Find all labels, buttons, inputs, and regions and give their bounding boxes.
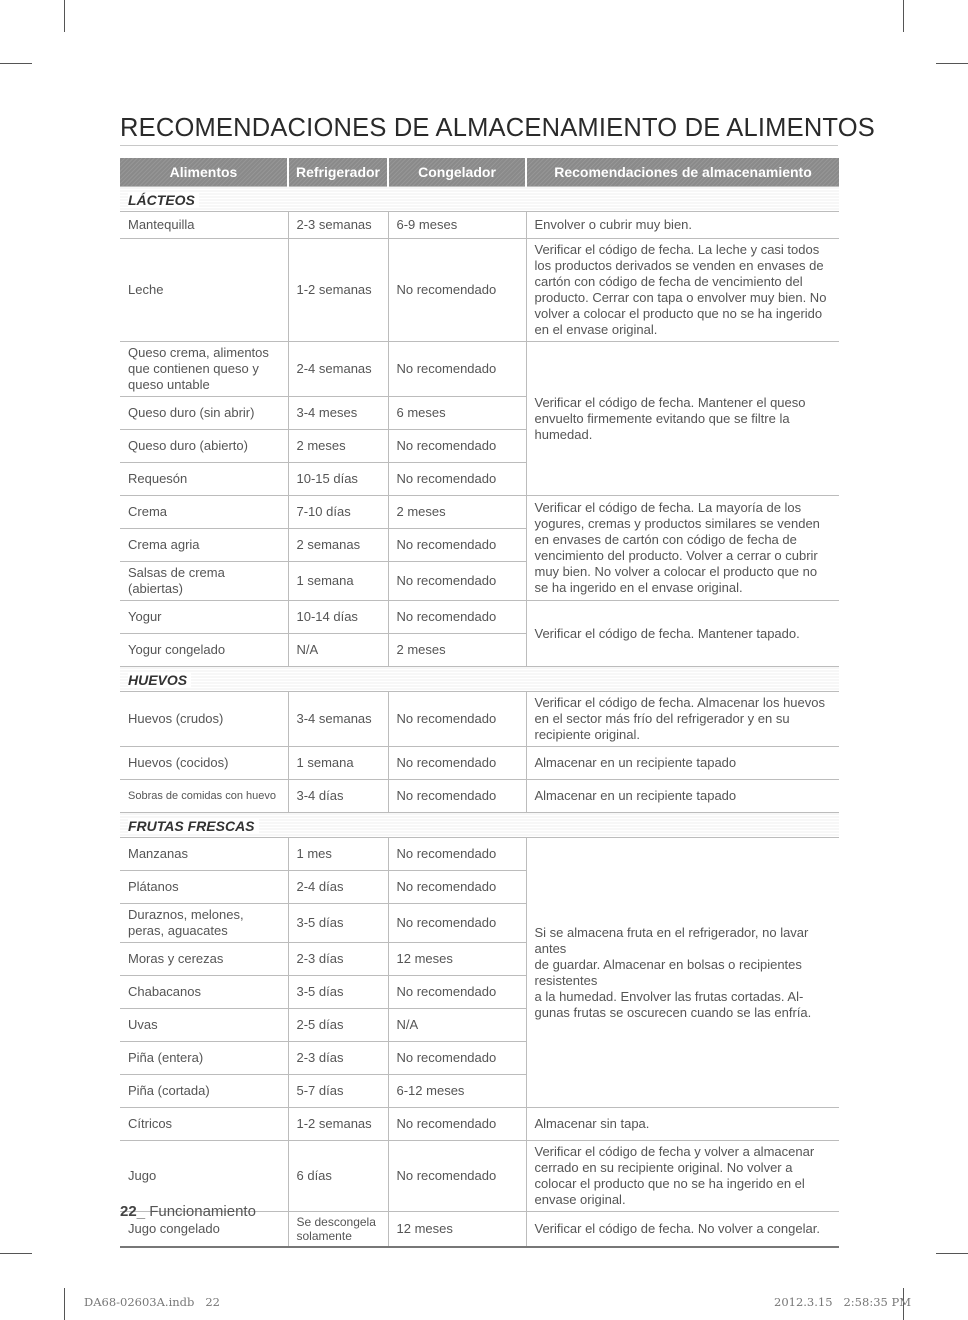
food-name: Jugo xyxy=(120,1141,288,1212)
freezer-time: 6-9 meses xyxy=(388,212,526,239)
freezer-time: N/A xyxy=(388,1009,526,1042)
food-name: Leche xyxy=(120,239,288,342)
storage-note: Verificar el código de fecha. Mantener el queso envuelto firmemente evitando que se filtre la humedad. xyxy=(526,342,839,496)
freezer-time: 6-12 meses xyxy=(388,1075,526,1108)
fridge-time: 1 semana xyxy=(288,562,388,601)
crop-mark xyxy=(0,63,32,64)
storage-table xyxy=(120,158,839,1248)
fridge-time: 3-4 semanas xyxy=(288,692,388,747)
freezer-time: No recomendado xyxy=(388,430,526,463)
fridge-time: 3-5 días xyxy=(288,976,388,1009)
crop-mark xyxy=(0,1253,32,1254)
food-name: Plátanos xyxy=(120,871,288,904)
food-name: Manzanas xyxy=(120,838,288,871)
header-food: Alimentos xyxy=(120,158,288,187)
food-name: Piña (entera) xyxy=(120,1042,288,1075)
food-name: Duraznos, melones, peras, aguacates xyxy=(120,904,288,943)
freezer-time: No recomendado xyxy=(388,463,526,496)
fridge-time: 2-3 semanas xyxy=(288,212,388,239)
food-name: Queso duro (abierto) xyxy=(120,430,288,463)
crop-mark xyxy=(64,1288,65,1320)
fridge-time: N/A xyxy=(288,634,388,667)
fridge-time: 1 semana xyxy=(288,747,388,780)
fridge-time: 1-2 semanas xyxy=(288,239,388,342)
table-row xyxy=(120,838,839,871)
table-row xyxy=(120,692,839,747)
fridge-time: 3-4 días xyxy=(288,780,388,813)
storage-note: Verificar el código de fecha. Mantener tapado. xyxy=(526,601,839,667)
food-name: Chabacanos xyxy=(120,976,288,1009)
freezer-time: No recomendado xyxy=(388,342,526,397)
freezer-time: No recomendado xyxy=(388,1108,526,1141)
freezer-time: No recomendado xyxy=(388,1141,526,1212)
category-row xyxy=(120,813,839,838)
storage-note: Verificar el código de fecha. La leche y casi todos los productos derivados se venden en envases de cartón con código de fecha de vencimiento del producto. Cerrar con tapa o envolver muy bien. No volver a colocar el producto que no se ha ingerido en el envase original. xyxy=(526,239,839,342)
fridge-time: 2-4 semanas xyxy=(288,342,388,397)
footer-separator: _ xyxy=(136,1203,146,1220)
fridge-time: 10-14 días xyxy=(288,601,388,634)
table-row xyxy=(120,1141,839,1212)
fridge-time: 10-15 días xyxy=(288,463,388,496)
header-recommendations: Recomendaciones de almacenamiento xyxy=(526,158,839,187)
storage-note: Verificar el código de fecha y volver a almacenar cerrado en su recipiente original. No volver a colocar el producto que no se ha ingerido en el envase original. xyxy=(526,1141,839,1212)
freezer-time: 12 meses xyxy=(388,1212,526,1248)
fridge-time: 2-5 días xyxy=(288,1009,388,1042)
storage-note: Almacenar sin tapa. xyxy=(526,1108,839,1141)
fridge-time: 3-5 días xyxy=(288,904,388,943)
fridge-time: 2 meses xyxy=(288,430,388,463)
page-title: RECOMENDACIONES DE ALMACENAMIENTO DE ALIMENTOS xyxy=(120,114,875,142)
fridge-time: 5-7 días xyxy=(288,1075,388,1108)
table-row xyxy=(120,747,839,780)
food-name: Huevos (cocidos) xyxy=(120,747,288,780)
table-row xyxy=(120,239,839,342)
header-refrigerator: Refrigerador xyxy=(288,158,388,187)
food-name: Piña (cortada) xyxy=(120,1075,288,1108)
freezer-time: No recomendado xyxy=(388,692,526,747)
storage-note: Si se almacena fruta en el refrigerador, no lavar antes de guardar. Almacenar en bolsas o recipientes resistentes a la humedad. Envolver las frutas cortadas. Al-gunas frutas se oscurecen cuando se las enfría. xyxy=(526,838,839,1108)
food-name: Huevos (crudos) xyxy=(120,692,288,747)
title-rule xyxy=(120,145,838,146)
food-name: Yogur congelado xyxy=(120,634,288,667)
crop-mark xyxy=(903,0,904,32)
table-row xyxy=(120,212,839,239)
fridge-time: 2-4 días xyxy=(288,871,388,904)
fridge-time: 6 días xyxy=(288,1141,388,1212)
freezer-time: 2 meses xyxy=(388,496,526,529)
fridge-time: 3-4 meses xyxy=(288,397,388,430)
crop-mark xyxy=(936,1253,968,1254)
category-row xyxy=(120,187,839,212)
freezer-time: 2 meses xyxy=(388,634,526,667)
freezer-time: No recomendado xyxy=(388,780,526,813)
table-row xyxy=(120,601,839,634)
table-row xyxy=(120,1108,839,1141)
food-name: Queso crema, alimentos que contienen queso y queso untable xyxy=(120,342,288,397)
food-name: Crema agria xyxy=(120,529,288,562)
freezer-time: No recomendado xyxy=(388,871,526,904)
storage-note: Almacenar en un recipiente tapado xyxy=(526,747,839,780)
food-name: Sobras de comidas con huevo xyxy=(120,780,288,813)
storage-note: Verificar el código de fecha. No volver a congelar. xyxy=(526,1212,839,1248)
print-slug-timestamp: 2012.3.15 2:58:35 PM xyxy=(774,1295,911,1309)
food-name: Uvas xyxy=(120,1009,288,1042)
fridge-time: 2 semanas xyxy=(288,529,388,562)
category-label: FRUTAS FRESCAS xyxy=(120,813,839,838)
fridge-time: 2-3 días xyxy=(288,1042,388,1075)
category-label: LÁCTEOS xyxy=(120,187,839,212)
page-number: 22 xyxy=(120,1203,137,1220)
fridge-time: 2-3 días xyxy=(288,943,388,976)
table-row xyxy=(120,342,839,397)
food-name: Queso duro (sin abrir) xyxy=(120,397,288,430)
table-row xyxy=(120,780,839,813)
food-name: Mantequilla xyxy=(120,212,288,239)
food-name: Crema xyxy=(120,496,288,529)
freezer-time: No recomendado xyxy=(388,529,526,562)
fridge-time: 1 mes xyxy=(288,838,388,871)
freezer-time: No recomendado xyxy=(388,239,526,342)
freezer-time: No recomendado xyxy=(388,976,526,1009)
storage-note: Verificar el código de fecha. Almacenar los huevos en el sector más frío del refrigerador y en su recipiente original. xyxy=(526,692,839,747)
food-name: Requesón xyxy=(120,463,288,496)
category-label: HUEVOS xyxy=(120,667,839,692)
crop-mark xyxy=(936,63,968,64)
freezer-time: No recomendado xyxy=(388,838,526,871)
page-footer xyxy=(120,1203,256,1220)
category-row xyxy=(120,667,839,692)
food-name: Jugo congelado xyxy=(120,1212,288,1248)
table-row xyxy=(120,496,839,529)
freezer-time: No recomendado xyxy=(388,562,526,601)
footer-section: Funcionamiento xyxy=(145,1203,256,1220)
freezer-time: 6 meses xyxy=(388,397,526,430)
food-name: Salsas de crema (abiertas) xyxy=(120,562,288,601)
freezer-time: No recomendado xyxy=(388,747,526,780)
food-name: Moras y cerezas xyxy=(120,943,288,976)
freezer-time: No recomendado xyxy=(388,904,526,943)
header-freezer: Congelador xyxy=(388,158,526,187)
storage-note: Envolver o cubrir muy bien. xyxy=(526,212,839,239)
fridge-time: Se descongela solamente xyxy=(288,1212,388,1248)
table-header-row xyxy=(120,158,839,187)
storage-note: Almacenar en un recipiente tapado xyxy=(526,780,839,813)
food-name: Cítricos xyxy=(120,1108,288,1141)
crop-mark xyxy=(64,0,65,32)
freezer-time: 12 meses xyxy=(388,943,526,976)
freezer-time: No recomendado xyxy=(388,601,526,634)
fridge-time: 1-2 semanas xyxy=(288,1108,388,1141)
print-slug-file: DA68-02603A.indb 22 xyxy=(84,1295,220,1309)
storage-note: Verificar el código de fecha. La mayoría de los yogures, cremas y productos similares se venden en envases de cartón con código de fecha de vencimiento del producto. Volver a cerrar o cubrir muy bien. No volver a colocar el producto que no se ha ingerido en el envase original. xyxy=(526,496,839,601)
freezer-time: No recomendado xyxy=(388,1042,526,1075)
food-name: Yogur xyxy=(120,601,288,634)
fridge-time: 7-10 días xyxy=(288,496,388,529)
